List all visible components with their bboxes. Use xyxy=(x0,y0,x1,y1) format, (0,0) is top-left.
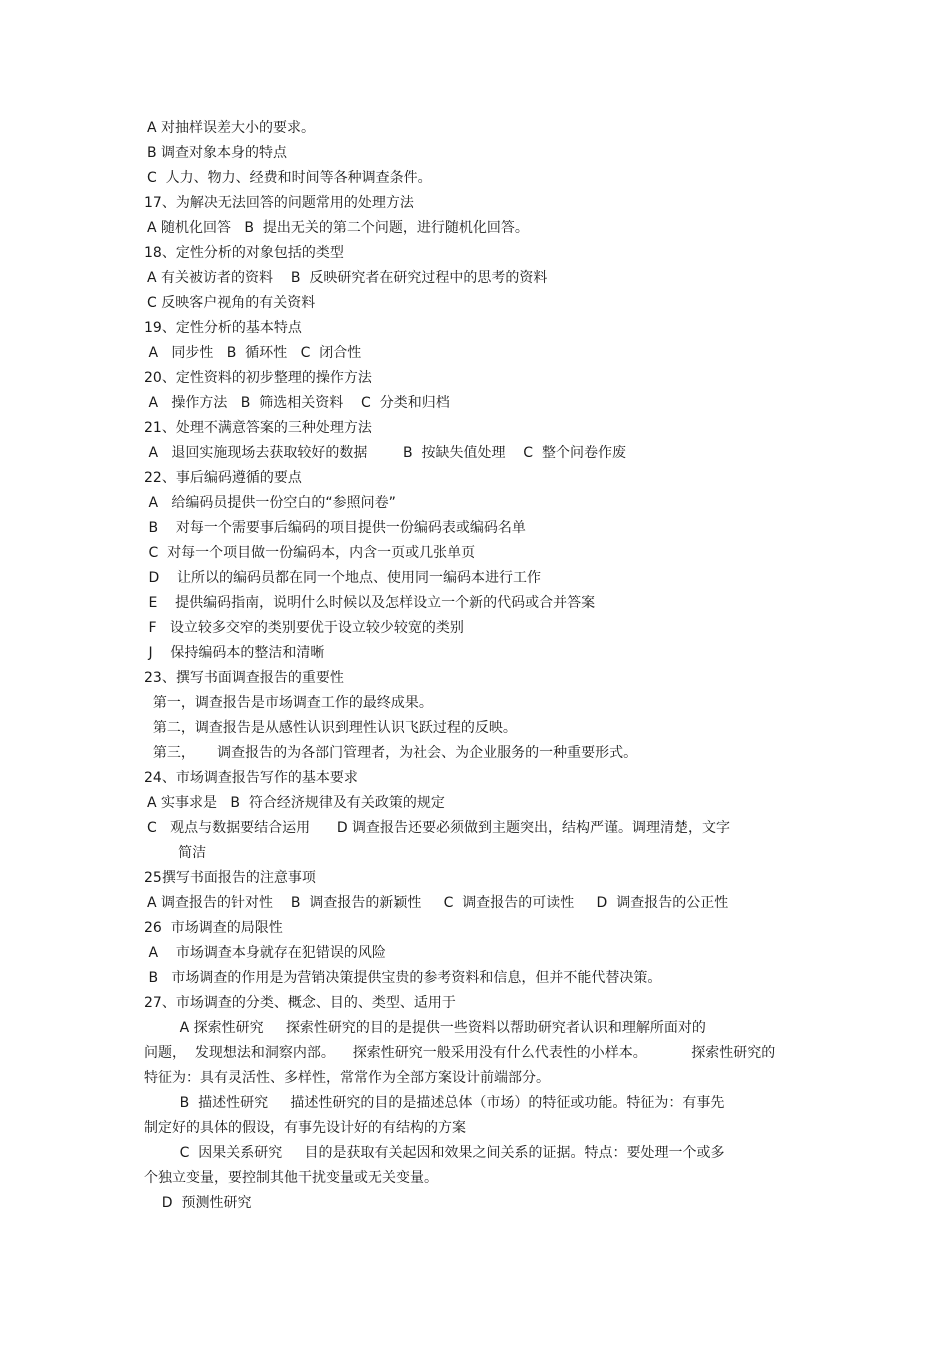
text-line: D 让所以的编码员都在同一个地点、使用同一编码本进行工作 xyxy=(144,570,542,586)
text-line: B 市场调查的作用是为营销决策提供宝贵的参考资料和信息，但并不能代替决策。 xyxy=(144,970,662,986)
text-line: C 反映客户视角的有关资料 xyxy=(147,295,316,311)
text-line: C 因果关系研究 目的是获取有关起因和效果之间关系的证据。特点：要处理一个或多 xyxy=(144,1145,725,1161)
text-line: 简洁 xyxy=(147,845,207,861)
text-line: A 调查报告的针对性 B 调查报告的新颖性 C 调查报告的可读性 D 调查报告的公正性 xyxy=(147,895,729,911)
text-line: B 描述性研究 描述性研究的目的是描述总体（市场）的特征或功能。特征为：有事先 xyxy=(144,1095,725,1111)
question-heading: 26 市场调查的局限性 xyxy=(144,920,283,936)
text-line: 特征为：具有灵活性、多样性，常常作为全部方案设计前端部分。 xyxy=(144,1070,550,1086)
question-heading: 18、定性分析的对象包括的类型 xyxy=(144,245,344,261)
text-line: A 随机化回答 B 提出无关的第二个问题，进行随机化回答。 xyxy=(147,220,529,236)
text-line: A 有关被访者的资料 B 反映研究者在研究过程中的思考的资料 xyxy=(147,270,548,286)
text-line: 第一，调查报告是市场调查工作的最终成果。 xyxy=(144,695,433,711)
question-heading: 17、为解决无法回答的问题常用的处理方法 xyxy=(144,195,414,211)
text-line: C 人力、物力、经费和时间等各种调查条件。 xyxy=(147,170,432,186)
text-line: 问题， 发现想法和洞察内部。 探索性研究一般采用没有什么代表性的小样本。 探索性研究的 xyxy=(144,1045,776,1061)
question-heading: 23、撰写书面调查报告的重要性 xyxy=(144,670,344,686)
text-line: B 对每一个需要事后编码的项目提供一份编码表或编码名单 xyxy=(144,520,526,536)
text-line: 第三， 调查报告的为各部门管理者，为社会、为企业服务的一种重要形式。 xyxy=(144,745,638,761)
text-line: A 同步性 B 循环性 C 闭合性 xyxy=(144,345,362,361)
text-line: A 操作方法 B 筛选相关资料 C 分类和归档 xyxy=(144,395,450,411)
text-line: C 观点与数据要结合运用 D 调查报告还要必须做到主题突出，结构严谨。调理清楚，文字 xyxy=(147,820,731,836)
text-line: A 探索性研究 探索性研究的目的是提供一些资料以帮助研究者认识和理解所面对的 xyxy=(144,1020,706,1036)
text-line: E 提供编码指南，说明什么时候以及怎样设立一个新的代码或合并答案 xyxy=(144,595,596,611)
text-line: A 对抽样误差大小的要求。 xyxy=(147,120,316,136)
question-heading: 19、定性分析的基本特点 xyxy=(144,320,302,336)
question-heading: 21、处理不满意答案的三种处理方法 xyxy=(144,420,372,436)
text-line: A 退回实施现场去获取较好的数据 B 按缺失值处理 C 整个问卷作废 xyxy=(144,445,626,461)
question-heading: 22、事后编码遵循的要点 xyxy=(144,470,302,486)
question-heading: 20、定性资料的初步整理的操作方法 xyxy=(144,370,372,386)
text-line: 个独立变量，要控制其他干扰变量或无关变量。 xyxy=(144,1170,438,1186)
text-line: A 市场调查本身就存在犯错误的风险 xyxy=(144,945,386,961)
text-line: C 对每一个项目做一份编码本，内含一页或几张单页 xyxy=(144,545,476,561)
text-line: J 保持编码本的整洁和清晰 xyxy=(144,645,325,661)
question-heading: 24、市场调查报告写作的基本要求 xyxy=(144,770,358,786)
text-line: 制定好的具体的假设，有事先设计好的有结构的方案 xyxy=(144,1120,466,1136)
text-line: 第二，调查报告是从感性认识到理性认识飞跃过程的反映。 xyxy=(144,720,517,736)
question-heading: 25撰写书面报告的注意事项 xyxy=(144,870,316,886)
text-line: F 设立较多交窄的类别要优于设立较少较宽的类别 xyxy=(144,620,464,636)
question-heading: 27、市场调查的分类、概念、目的、类型、适用于 xyxy=(144,995,456,1011)
text-line: A 给编码员提供一份空白的“参照问卷” xyxy=(144,495,396,511)
text-line: D 预测性研究 xyxy=(144,1195,252,1211)
text-line: B 调查对象本身的特点 xyxy=(147,145,288,161)
text-line: A 实事求是 B 符合经济规律及有关政策的规定 xyxy=(147,795,445,811)
